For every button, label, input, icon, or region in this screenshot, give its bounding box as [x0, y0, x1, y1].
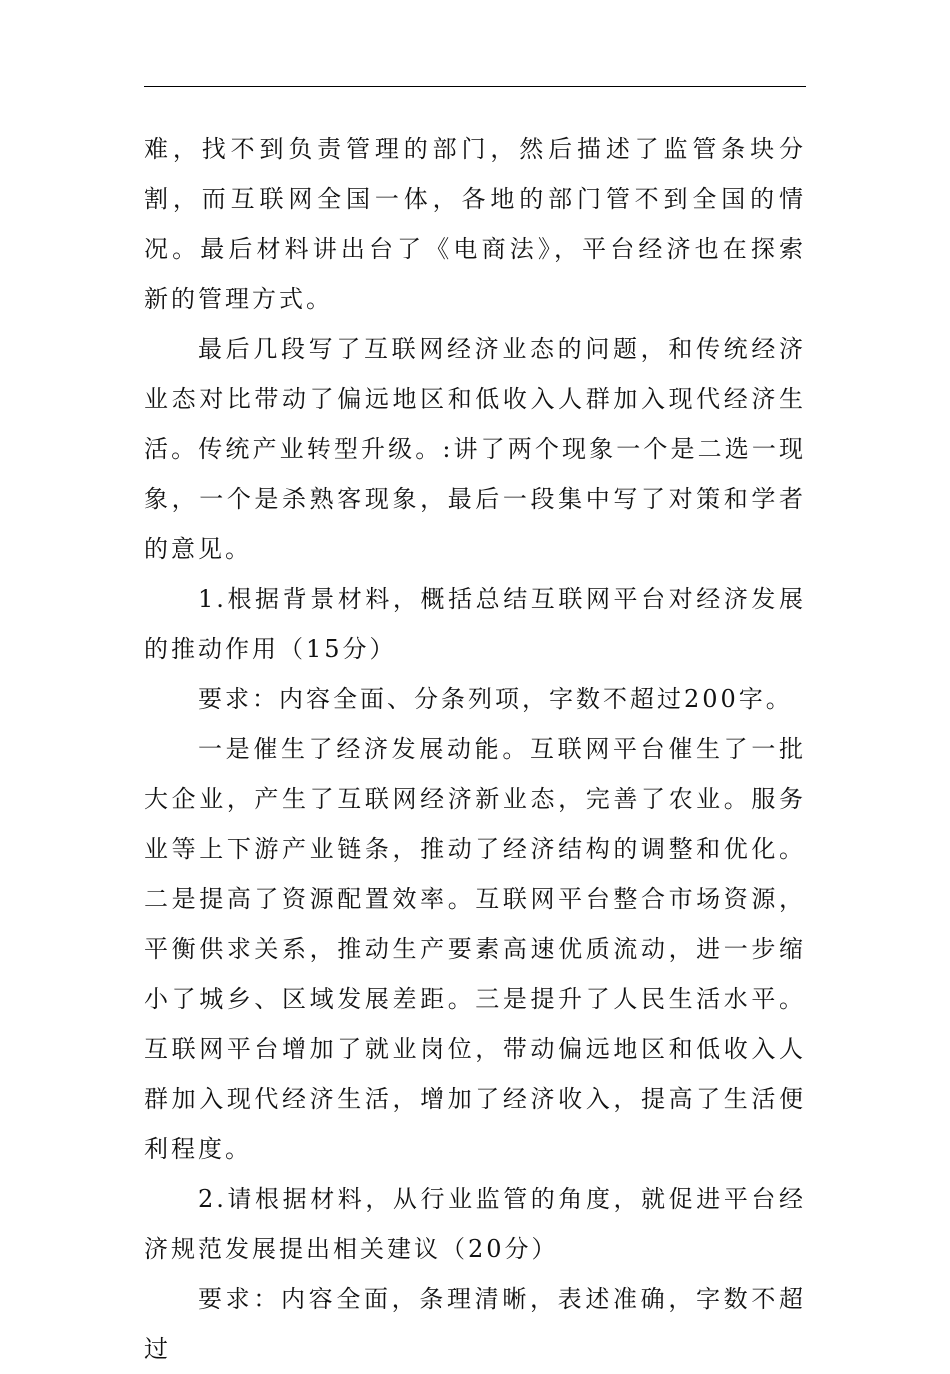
paragraph-summary: 最后几段写了互联网经济业态的问题，和传统经济业态对比带动了偏远地区和低收入人群加入现代经济生活。传统产业转型升级。:讲了两个现象一个是二选一现象，一个是杀熟客现象，最后一段集中写了对策和学者的意见。	[144, 335, 806, 563]
question-1-answer: 一是催生了经济发展动能。互联网平台催生了一批大企业，产生了互联网经济新业态，完善了农业。服务业等上下游产业链条，推动了经济结构的调整和优化。二是提高了资源配置效率。互联网平台整合市场资源，平衡供求关系，推动生产要素高速优质流动，进一步缩小了城乡、区域发展差距。三是提升了人民生活水平。互联网平台增加了就业岗位，带动偏远地区和低收入人群加入现代经济生活，增加了经济收入，提高了生活便利程度。	[144, 735, 806, 1163]
question-2: 2.请根据材料，从行业监管的角度，就促进平台经济规范发展提出相关建议（20分）	[144, 1185, 806, 1263]
question-2-requirement: 要求：内容全面，条理清晰，表述准确，字数不超过	[144, 1285, 806, 1363]
question-1-requirement: 要求：内容全面、分条列项，字数不超过200字。	[198, 685, 793, 713]
document-body	[144, 124, 806, 1374]
header-rule	[144, 86, 806, 87]
question-1: 1.根据背景材料，概括总结互联网平台对经济发展的推动作用（15分）	[144, 585, 806, 663]
paragraph-continuation: 难，找不到负责管理的部门，然后描述了监管条块分割，而互联网全国一体，各地的部门管不到全国的情况。最后材料讲出台了《电商法》，平台经济也在探索新的管理方式。	[144, 135, 806, 313]
